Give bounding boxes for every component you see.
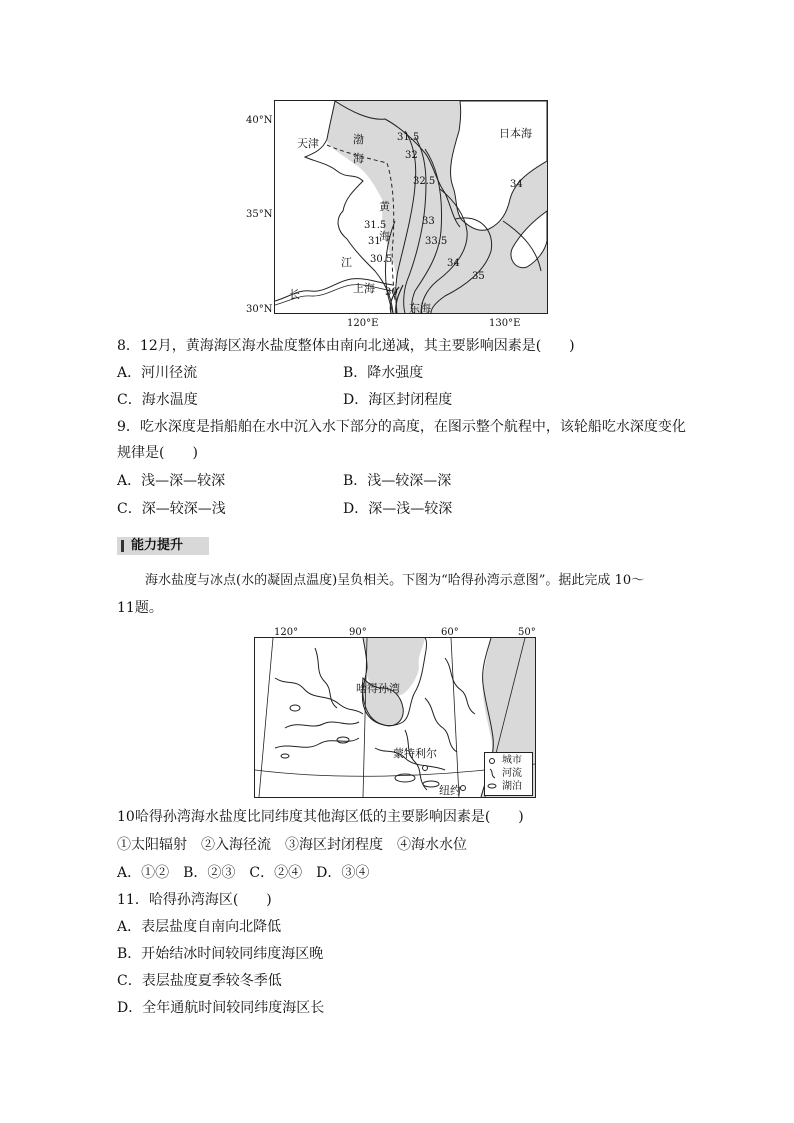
yellow-sea-salinity-map [274, 100, 548, 314]
section-header-title: 能力提升 [131, 538, 184, 553]
isoline-label: 32 [405, 150, 418, 161]
map2-lon-label: 90° [349, 627, 367, 638]
question-8-option-d[interactable]: D．海区封闭程度 [343, 392, 453, 408]
new-york-label: 纽约 [439, 784, 461, 797]
question-10-options: ①太阳辐射 ②入海径流 ③海区封闭程度 ④海水水位 [117, 837, 467, 853]
question-9-option-b[interactable]: B．浅—较深—深 [343, 473, 452, 489]
legend-city: 城市 [502, 755, 522, 766]
lon-label: 130°E [489, 318, 521, 329]
place-label-japan-sea: 日本海 [499, 127, 532, 140]
question-9-option-a[interactable]: A．浅—深—较深 [117, 473, 226, 489]
lon-label: 120°E [347, 318, 379, 329]
map2-lon-label: 120° [274, 627, 299, 638]
place-label-bohai-1: 渤 [353, 133, 364, 146]
question-8-option-a[interactable]: A．河川径流 [117, 365, 198, 381]
isoline-label: 33 [422, 216, 435, 227]
place-label-huang-2: 海 [379, 230, 390, 243]
place-label-chang: 长 [289, 288, 300, 301]
hudson-bay-label: 哈得孙湾 [356, 682, 400, 695]
question-11-option-d[interactable]: D．全年通航时间较同纬度海区长 [117, 1000, 325, 1016]
intro-line-1: 海水盐度与冰点(水的凝固点温度)呈负相关。下图为“哈得孙湾示意图”。据此完成 10～ [145, 573, 645, 588]
place-label-jiang: 江 [341, 256, 352, 269]
city-icon [490, 759, 495, 764]
isoline-label: 33.5 [425, 236, 448, 247]
place-label-huang-1: 黄 [379, 200, 390, 213]
legend-river: 河流 [502, 768, 522, 779]
question-8-stem: 8．12月，黄海海区海水盐度整体由南向北递减，其主要影响因素是( ) [117, 338, 575, 354]
isoline-label: 35 [472, 271, 485, 282]
place-label-donghai: 东海 [409, 302, 431, 314]
section-header [117, 537, 209, 555]
isoline-label: 31.5 [364, 220, 387, 231]
isoline-label: 34 [447, 258, 460, 269]
question-9-option-d[interactable]: D．深—浅—较深 [343, 501, 453, 517]
question-9-option-c[interactable]: C．深—较深—浅 [117, 501, 226, 517]
isoline-label: 30.5 [370, 254, 393, 265]
question-11-option-a[interactable]: A．表层盐度自南向北降低 [117, 919, 282, 935]
map2-lon-label: 50° [518, 627, 536, 638]
isoline-label: 34 [510, 179, 523, 190]
place-label-shanghai: 上海 [353, 282, 375, 295]
lat-label: 35°N [246, 209, 273, 220]
isoline-label: 31 [368, 236, 381, 247]
question-10-choices[interactable]: A．①② B．②③ C．②④ D．③④ [117, 865, 370, 881]
section-header-bar [121, 540, 124, 552]
isoline-label: 32.5 [413, 176, 436, 187]
question-9-stem-line-2: 规律是( ) [117, 445, 198, 461]
question-11-stem: 11．哈得孙湾海区( ) [117, 892, 272, 908]
map2-lon-label: 60° [441, 627, 459, 638]
montreal-label: 蒙特利尔 [393, 747, 437, 760]
question-8-option-c[interactable]: C．海水温度 [117, 392, 198, 408]
river-icon [490, 769, 495, 778]
isoline-label: 31.5 [397, 132, 420, 143]
question-9-stem-line-1: 9．吃水深度是指船舶在水中沉入水下部分的高度，在图示整个航程中，该轮船吃水深度变化 [117, 419, 686, 435]
map-legend [484, 752, 533, 796]
legend-symbols [487, 756, 499, 792]
question-11-option-b[interactable]: B．开始结冰时间较同纬度海区晚 [117, 946, 324, 962]
lat-label: 40°N [246, 115, 273, 126]
legend-lake: 湖泊 [502, 781, 522, 792]
intro-line-2: 11题。 [117, 600, 163, 616]
place-label-tianjin: 天津 [297, 137, 319, 150]
lake-icon [488, 784, 496, 788]
question-11-option-c[interactable]: C．表层盐度夏季较冬季低 [117, 973, 282, 989]
place-label-bohai-2: 海 [353, 152, 364, 165]
isoline-label: 30 [385, 287, 398, 298]
question-8-option-b[interactable]: B．降水强度 [343, 365, 424, 381]
question-10-stem: 10哈得孙湾海水盐度比同纬度其他海区低的主要影响因素是( ) [117, 809, 524, 825]
lat-label: 30°N [246, 304, 273, 315]
